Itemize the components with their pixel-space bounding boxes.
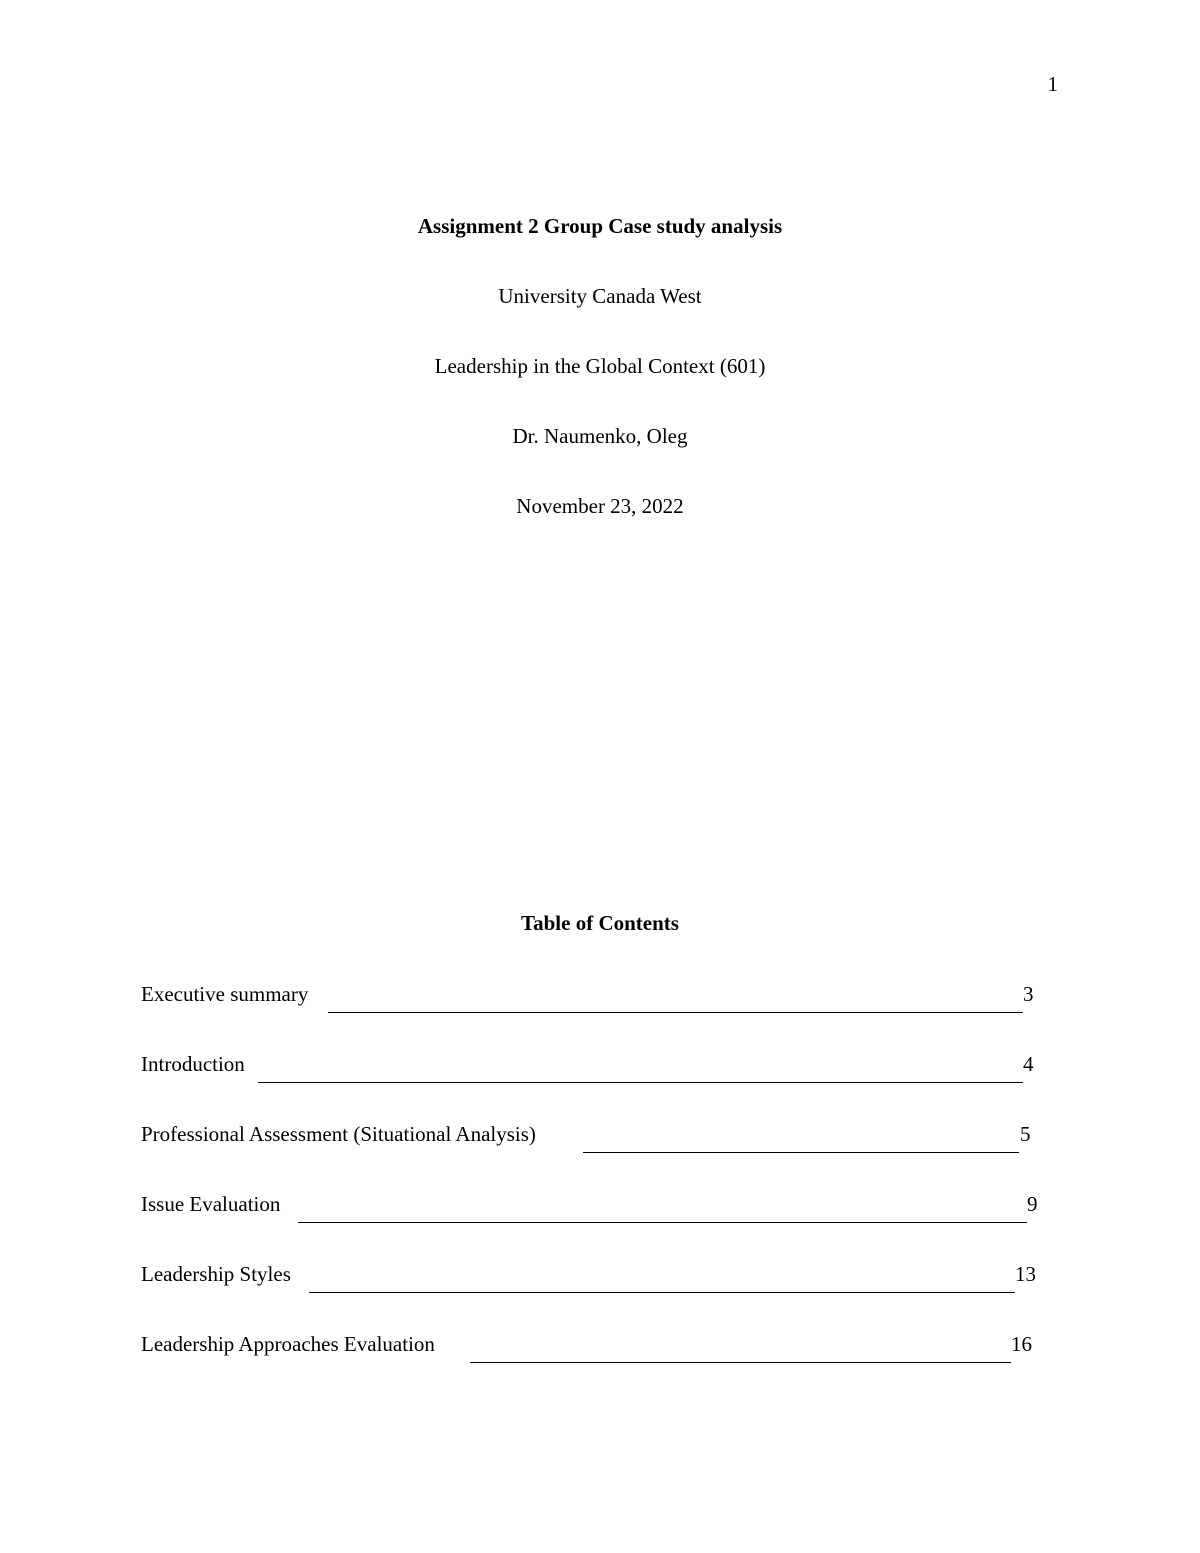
toc-entry-page: 3 xyxy=(1023,982,1034,1006)
toc-entry-page: 4 xyxy=(1023,1052,1034,1076)
toc-entry-title: Professional Assessment (Situational Analysis) xyxy=(141,1122,536,1146)
page-number: 1 xyxy=(1047,72,1058,96)
toc-entry-title: Leadership Approaches Evaluation xyxy=(141,1332,435,1356)
toc-leader-line xyxy=(298,1186,1027,1223)
toc-entry-title: Issue Evaluation xyxy=(141,1192,281,1216)
toc-entry xyxy=(141,1116,1041,1186)
institution: University Canada West xyxy=(498,284,702,308)
title-block xyxy=(0,208,1200,558)
toc-leader-line xyxy=(309,1256,1015,1293)
toc-heading: Table of Contents xyxy=(521,911,679,935)
toc-entry xyxy=(141,1326,1041,1396)
toc-entry xyxy=(141,1046,1041,1116)
course-name: Leadership in the Global Context (601) xyxy=(434,354,766,378)
toc-leader-line xyxy=(583,1116,1019,1153)
toc-leader-line xyxy=(470,1326,1011,1363)
toc-entry xyxy=(141,976,1041,1046)
document-title: Assignment 2 Group Case study analysis xyxy=(417,214,783,238)
toc-entry xyxy=(141,1256,1041,1326)
instructor-name: Dr. Naumenko, Oleg xyxy=(512,424,688,448)
toc-entry-title: Leadership Styles xyxy=(141,1262,291,1286)
toc-entry-title: Introduction xyxy=(141,1052,245,1076)
toc-entry xyxy=(141,1186,1041,1256)
toc-entry-page: 9 xyxy=(1027,1192,1038,1216)
toc-entry-page: 5 xyxy=(1020,1122,1031,1146)
toc-leader-line xyxy=(258,1046,1023,1083)
toc-entry-title: Executive summary xyxy=(141,982,309,1006)
document-date: November 23, 2022 xyxy=(516,494,684,518)
toc-entry-page: 16 xyxy=(1011,1332,1032,1356)
toc-leader-line xyxy=(328,976,1023,1013)
toc-entry-page: 13 xyxy=(1015,1262,1036,1286)
table-of-contents xyxy=(141,976,1041,1396)
